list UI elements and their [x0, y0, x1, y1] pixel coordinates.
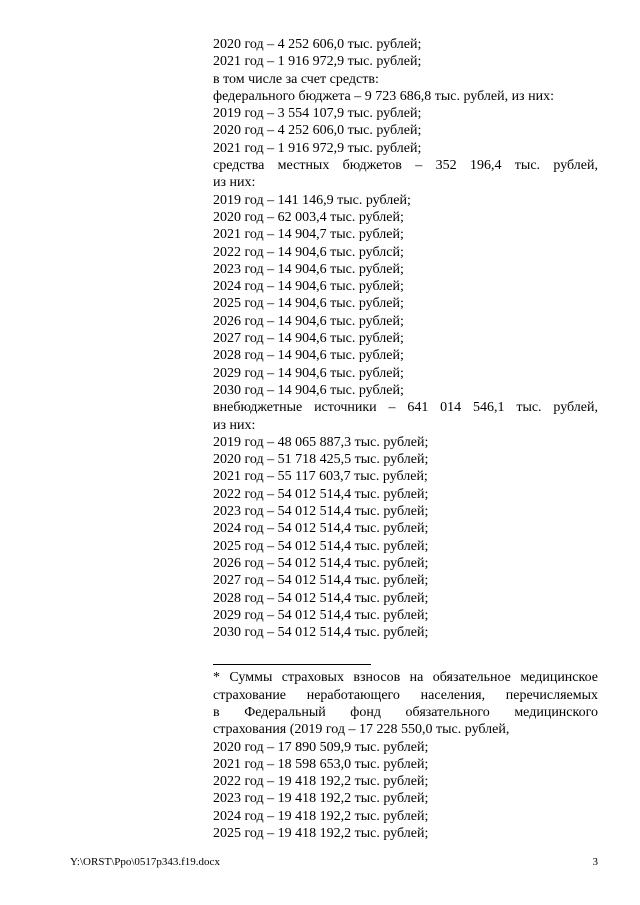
text-line: 2020 год – 62 003,4 тыс. рублей;: [213, 209, 404, 225]
text-line: 2024 год – 19 418 192,2 тыс. рублей;: [213, 808, 429, 824]
text-line: 2021 год – 14 904,7 тыс. рублей;: [213, 227, 404, 243]
text-line: страхования (2019 год – 17 228 550,0 тыс. рублей,: [213, 722, 510, 738]
text-line: 2021 год – 1 916 972,9 тыс. рублей;: [213, 54, 422, 70]
text-line: 2022 год – 54 012 514,4 тыс. рублей;: [213, 486, 429, 502]
text-line: 2023 год – 14 904,6 тыс. рублей;: [213, 261, 404, 277]
text-line: 2028 год – 14 904,6 тыс. рублей;: [213, 348, 404, 364]
text-line: в Федеральный фонд обязательного медицинского: [213, 704, 598, 720]
extrabudget-heading: внебюджетные источники – 641 014 546,1 тыс. рублей,: [213, 400, 598, 416]
page-number: 3: [592, 856, 598, 868]
text-line: 2019 год – 3 554 107,9 тыс. рублей;: [213, 106, 422, 122]
document-body: [213, 36, 598, 842]
text-line: 2027 год – 54 012 514,4 тыс. рублей;: [213, 573, 429, 589]
file-path: Y:\ORST\Ppo\0517p343.f19.docx: [70, 856, 220, 868]
text-line: 2019 год – 48 065 887,3 тыс. рублей;: [213, 434, 429, 450]
text-line: 2030 год – 54 012 514,4 тыс. рублей;: [213, 625, 429, 641]
page-footer: [70, 856, 598, 868]
text-line: 2019 год – 141 146,9 тыс. рублей;: [213, 192, 411, 208]
text-line: 2029 год – 54 012 514,4 тыс. рублей;: [213, 607, 429, 623]
text-line: 2020 год – 4 252 606,0 тыс. рублей;: [213, 37, 422, 52]
text-line: 2026 год – 54 012 514,4 тыс. рублей;: [213, 555, 429, 571]
text-line: 2021 год – 1 916 972,9 тыс. рублей;: [213, 140, 422, 156]
local-budget-heading-cont: из них:: [213, 175, 256, 191]
text-line: в том числе за счет средств:: [213, 71, 379, 87]
text-line: 2020 год – 51 718 425,5 тыс. рублей;: [213, 452, 429, 468]
footnote-justified: [213, 669, 598, 721]
text-line: 2020 год – 17 890 509,9 тыс. рублей;: [213, 739, 429, 755]
local-budget-lines: [213, 192, 598, 400]
local-budget-heading: средства местных бюджетов – 352 196,4 тыс. рублей,: [213, 158, 598, 174]
extrabudget-lines: [213, 434, 598, 642]
footnote-separator: [213, 664, 371, 665]
text-line: 2022 год – 14 904,6 тыс. рублсй;: [213, 244, 404, 260]
text-line: 2026 год – 14 904,6 тыс. рублей;: [213, 313, 404, 329]
text-line: 2030 год – 14 904,6 тыс. рублей;: [213, 382, 404, 398]
text-line: 2021 год – 18 598 653,0 тыс. рублей;: [213, 756, 429, 772]
text-line: 2023 год – 54 012 514,4 тыс. рублей;: [213, 504, 429, 520]
text-line: 2021 год – 55 117 603,7 тыс. рублей;: [213, 469, 428, 485]
text-line: 2020 год – 4 252 606,0 тыс. рублей;: [213, 123, 422, 139]
text-line: 2025 год – 54 012 514,4 тыс. рублей;: [213, 538, 429, 554]
text-line: * Суммы страховых взносов на обязательное медицинское: [213, 670, 598, 686]
text-line: 2023 год – 19 418 192,2 тыс. рублей;: [213, 791, 429, 807]
text-line: 2024 год – 54 012 514,4 тыс. рублей;: [213, 521, 429, 537]
text-line: 2024 год – 14 904,6 тыс. рублей;: [213, 279, 404, 295]
text-line: 2025 год – 19 418 192,2 тыс. рублей;: [213, 826, 429, 842]
text-line: 2027 год – 14 904,6 тыс. рублей;: [213, 331, 404, 347]
text-line: 2028 год – 54 012 514,4 тыс. рублей;: [213, 590, 429, 606]
text-line: страхование неработающего населения, перечисляемых: [213, 687, 598, 703]
text-line: федерального бюджета – 9 723 686,8 тыс. рублей, из них:: [213, 88, 554, 104]
text-line: 2022 год – 19 418 192,2 тыс. рублей;: [213, 774, 429, 790]
extrabudget-heading-cont: из них:: [213, 417, 256, 433]
text-line: 2025 год – 14 904,6 тыс. рублей;: [213, 296, 404, 312]
text-line: 2029 год – 14 904,6 тыс. рублей;: [213, 365, 404, 381]
footnote-lines: [213, 721, 598, 842]
funding-lines-top: [213, 36, 598, 157]
